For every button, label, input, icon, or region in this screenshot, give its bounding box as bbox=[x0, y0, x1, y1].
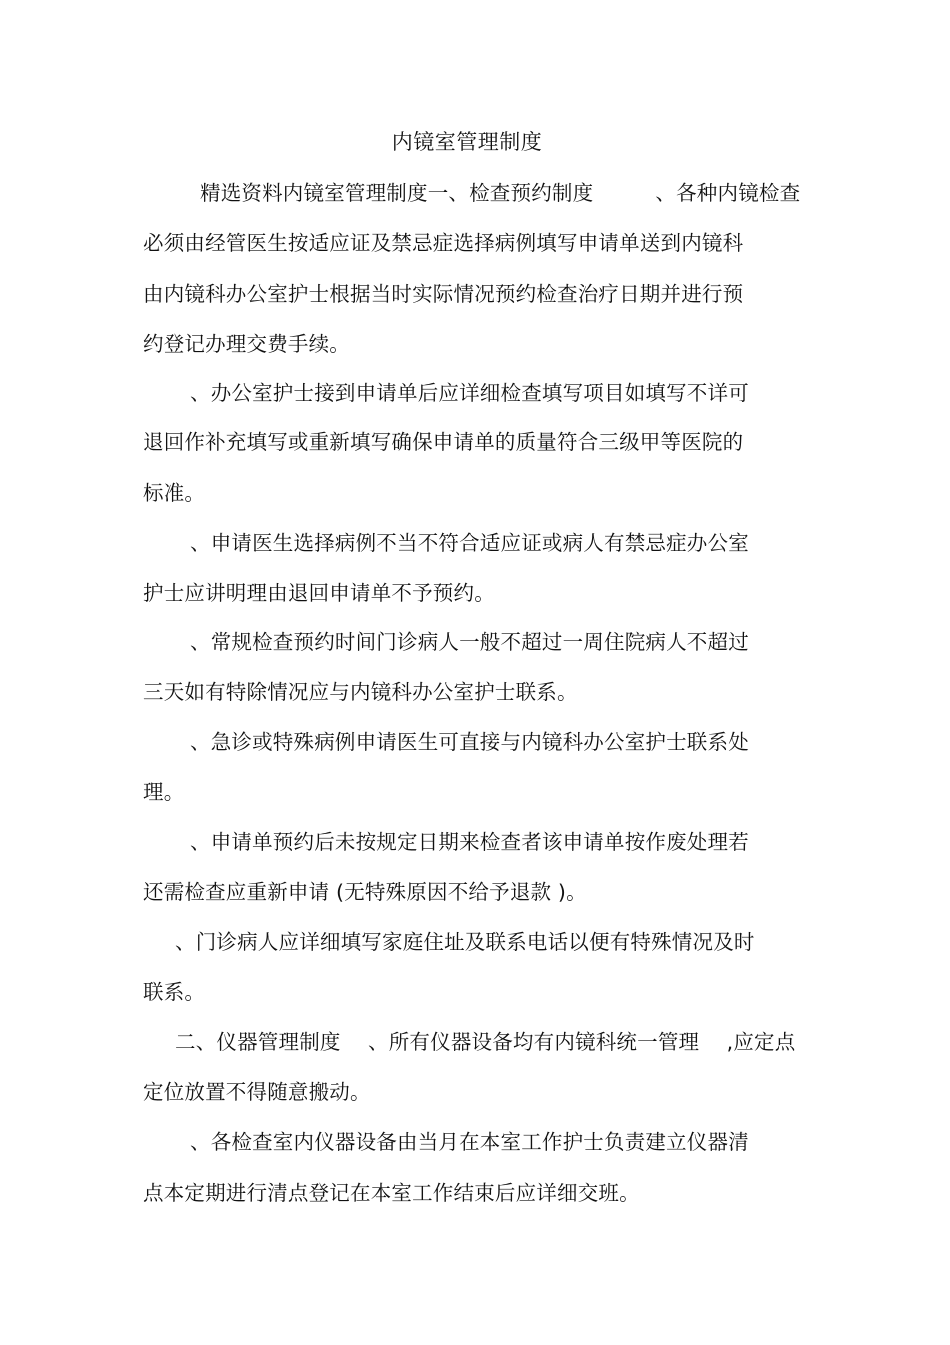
text-line: 联系。 bbox=[143, 980, 206, 1004]
text-line: 三天如有特除情况应与内镜科办公室护士联系。 bbox=[143, 680, 578, 704]
text-line: 、门诊病人应详细填写家庭住址及联系电话以便有特殊情况及时 bbox=[175, 930, 755, 954]
text-line: 、急诊或特殊病例申请医生可直接与内镜科办公室护士联系处 bbox=[190, 730, 749, 754]
text-line: 标准。 bbox=[143, 481, 206, 505]
text-line: 二、仪器管理制度 、所有仪器设备均有内镜科统一管理 ,应定点 bbox=[175, 1030, 796, 1054]
text-line: 、申请单预约后未按规定日期来检查者该申请单按作废处理若 bbox=[190, 830, 749, 854]
text-line: 护士应讲明理由退回申请单不予预约。 bbox=[143, 581, 495, 605]
text-line: 点本定期进行清点登记在本室工作结束后应详细交班。 bbox=[143, 1181, 640, 1205]
text-line: 理。 bbox=[143, 780, 185, 804]
text-line: 、申请医生选择病例不当不符合适应证或病人有禁忌症办公室 bbox=[190, 531, 749, 555]
text-line: 由内镜科办公室护士根据当时实际情况预约检查治疗日期并进行预 bbox=[143, 282, 744, 306]
text-line: 、各检查室内仪器设备由当月在本室工作护士负责建立仪器清 bbox=[190, 1130, 749, 1154]
text-line: 约登记办理交费手续。 bbox=[143, 332, 350, 356]
text-line: 、常规检查预约时间门诊病人一般不超过一周住院病人不超过 bbox=[190, 630, 749, 654]
text-line: 退回作补充填写或重新填写确保申请单的质量符合三级甲等医院的 bbox=[143, 430, 744, 454]
text-line: 、办公室护士接到申请单后应详细检查填写项目如填写不详可 bbox=[190, 381, 749, 405]
text-line: 定位放置不得随意搬动。 bbox=[143, 1080, 371, 1104]
text-line: 必须由经管医生按适应证及禁忌症选择病例填写申请单送到内镜科 bbox=[143, 231, 744, 255]
text-line: 还需检查应重新申请 (无特殊原因不给予退款 )。 bbox=[143, 880, 587, 904]
document-title: 内镜室管理制度 bbox=[391, 130, 543, 154]
text-line: 精选资料内镜室管理制度一、检查预约制度 、各种内镜检查 bbox=[200, 181, 801, 205]
